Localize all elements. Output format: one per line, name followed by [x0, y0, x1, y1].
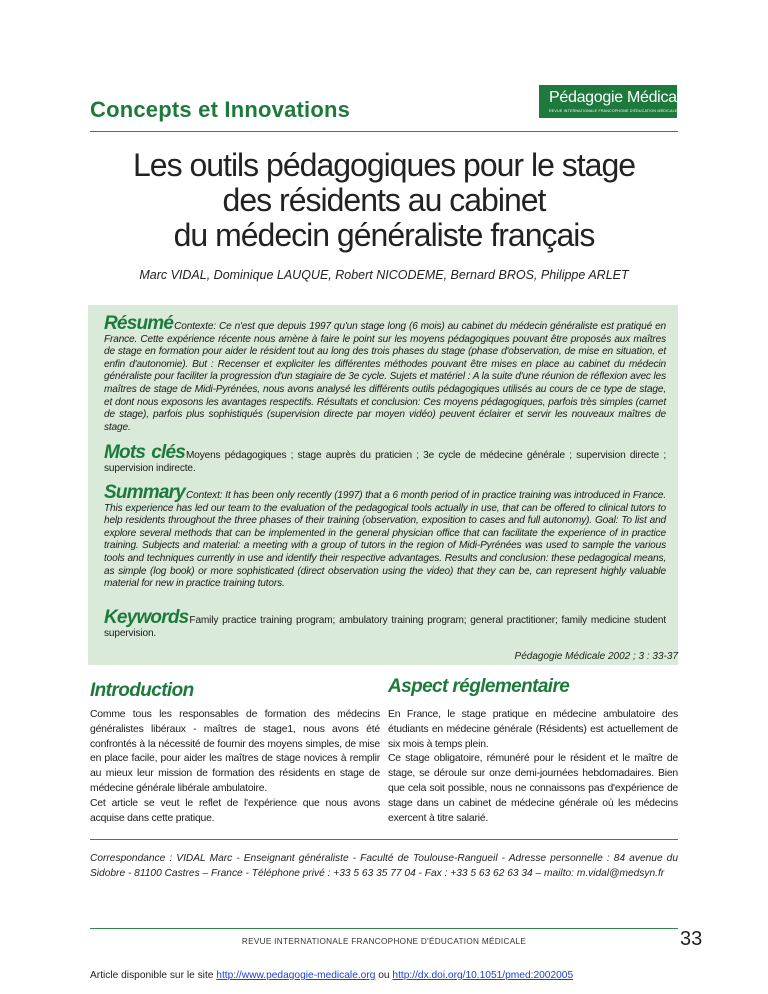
keywords-text: Family practice training program; ambulatory training program; general practitioner; family medicine student supervision.: [104, 615, 666, 639]
journal-logo: [539, 85, 689, 118]
aspect-paragraph-1: En France, le stage pratique en médecine ambulatoire des étudiants en médecine générale (Résidents) est actuellement de six mois à temps plein.: [388, 709, 678, 750]
correspondance: Correspondance : VIDAL Marc - Enseignant généraliste - Faculté de Toulouse-Rangueil - Adresse personnelle : 84 avenue du Sidobre - 81100 Castres – France - Téléphone privé : +33 5 63 35 77 04 - Fax : +33 5 63 62 63 34 – mailto: m.vidal@medsyn.fr: [90, 853, 678, 879]
footer-rule-top: [90, 839, 678, 840]
aspect-column: [388, 708, 678, 826]
article-availability: [90, 970, 573, 981]
resume-text: Contexte: Ce n'est que depuis 1997 qu'un stage long (6 mois) au cabinet du médecin généraliste est pratiqué en France. Cette expérience récente nous amène à faire le point sur les moyens pédagogiques pouvant être proposés aux maîtres de stage en formation pour aider le résident tout au long des trois phases du stage (phase d'observation, de mise en situation, et enfin d'autonomie). But : Recenser et expliciter les différentes méthodes pouvant être mises en place au cabinet du médecin généraliste pour faciliter la progression d'un stagiaire de 3e cycle. Sujets et matériel : A la suite d'une réunion de réflexion avec les maîtres de stage de Midi-Pyrénées, nous avons analysé les différents outils pédagogiques utilisés au cours de ce type de stage, et dont nous exposons les avantages respectifs. Résultats et conclusion: Ces moyens pédagogiques, parfois très simples (carnet de stage), parfois plus sophistiqués (supervision directe par moyen vidéo) peuvent éclairer et servir les nouveaux maîtres de stage.: [104, 321, 666, 433]
motscles-text: Moyens pédagogiques ; stage auprès du praticien ; 3e cycle de médecine générale ; supervision directe ; supervision indirecte.: [104, 450, 666, 474]
aspect-paragraph-2: Ce stage obligatoire, rémunéré pour le résident et le maître de stage, se déroule sur onze demi-journées hebdomadaires. Bien que cela soit possible, nous ne connaissons pas d'expérience de stage dans un cabinet de médecine générale où les médecins exercent à titre salarié.: [388, 753, 678, 824]
aspect-heading: Aspect réglementaire: [388, 676, 570, 697]
motscles-heading: Mots clés: [104, 442, 185, 463]
availability-prefix: Article disponible sur le site: [90, 970, 217, 981]
introduction-column: [90, 708, 380, 826]
keywords-block: [104, 607, 666, 640]
intro-paragraph-2: Cet article se veut le reflet de l'expérience que nous avons acquise dans cette pratique.: [90, 797, 380, 824]
journal-name: REVUE INTERNATIONALE FRANCOPHONE D'ÉDUCATION MÉDICALE: [241, 937, 527, 946]
summary-text: Context: It has been only recently (1997) that a 6 month period of in practice training was introduced in France. This experience has led our team to the evaluation of the pedagogical tools actually in use, that can be offered to clinical tutors to help residents throughout the three phases of their training (observation, exposition to cases and full autonomy). Goal: To list and explore several methods that can be implemented in the general physician office that can facilitate the experience of in practice training. Subjects and material: a meeting with a group of tutors in the region of Midi-Pyrénées was used to sample the various tools and techniques currently in use and identify their respective advantages. Results and conclusion: these pedagogical means, as simple (log book) or more sophisticated (direct observation using the video) that they can be, can represent highly valuable material for new in practice training tutors.: [104, 490, 666, 590]
logo-tagline: REVUE INTERNATIONALE FRANCOPHONE D'ÉDUCATION MÉDICALE: [549, 109, 678, 113]
footer-rule-bottom: [90, 928, 678, 929]
title-line-3: du médecin généraliste français: [173, 217, 595, 253]
journal-site-link[interactable]: http://www.pedagogie-medicale.org: [216, 970, 376, 981]
section-label: Concepts et Innovations: [90, 97, 351, 122]
title-line-1: Les outils pédagogiques pour le stage: [132, 147, 636, 183]
title-line-2: des résidents au cabinet: [222, 182, 546, 218]
authors: Marc VIDAL, Dominique LAUQUE, Robert NICODEME, Bernard BROS, Philippe ARLET: [139, 268, 629, 282]
doi-link[interactable]: http://dx.doi.org/10.1051/pmed:2002005: [392, 970, 574, 981]
resume-heading: Résumé: [104, 313, 174, 334]
introduction-heading: Introduction: [90, 680, 194, 701]
summary-block: [104, 482, 666, 591]
keywords-heading: Keywords: [104, 607, 189, 628]
intro-paragraph-1: Comme tous les responsables de formation des médecins généralistes libéraux - maîtres de stage1, nous avons été confrontés à la nécessité de fournir des moyens simples, de mise en place facile, pour aider les maîtres de stage novices à remplir au mieux leur mission de formation des résidents en stage de médecine générale libérale ambulatoire.: [90, 709, 380, 794]
logo-name: Pédagogie Médicale: [549, 89, 689, 106]
resume-block: [104, 313, 666, 434]
page-number: 33: [680, 928, 703, 950]
motscles-block: [104, 442, 666, 475]
availability-middle: ou: [375, 970, 393, 981]
header-rule: [90, 131, 678, 132]
article-title: [90, 148, 678, 253]
summary-heading: Summary: [104, 482, 185, 503]
citation: Pédagogie Médicale 2002 ; 3 : 33-37: [514, 651, 678, 662]
